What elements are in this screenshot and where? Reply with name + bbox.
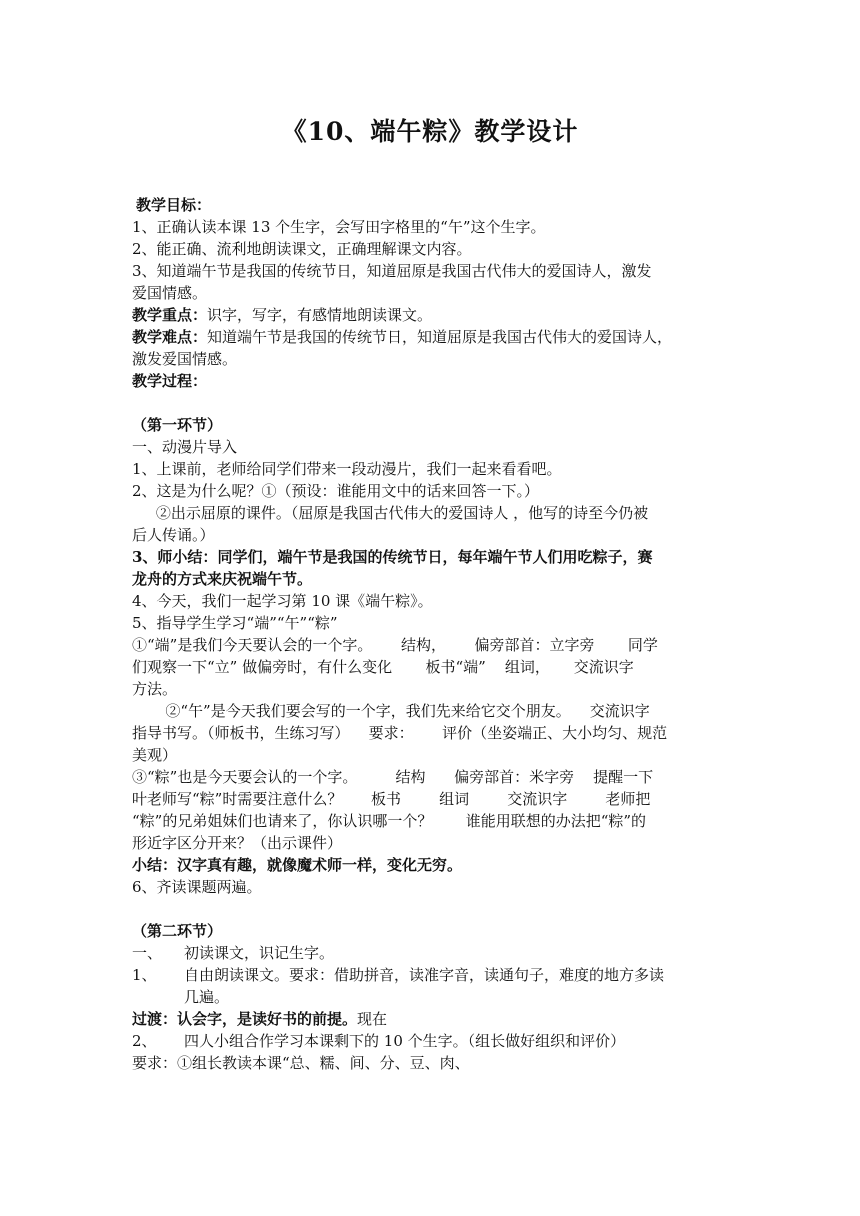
paragraph-line: 们观察一下“立” 做偏旁时，有什么变化 板书“端” 组词， 交流识字 [132, 658, 634, 676]
goal-item: 1、正确认读本课 13 个生字，会写田字格里的“午”这个生字。 [132, 218, 546, 236]
goals-heading: 教学目标： [136, 196, 212, 214]
list-text: 初读课文，识记生字。 [184, 944, 335, 962]
requirement-line: 要求：①组长教读本课“总、糯、间、分、豆、肉、 [132, 1054, 470, 1072]
list-number: 2、 [132, 1032, 157, 1050]
key-point-label: 教学重点： [132, 306, 208, 324]
key-point-text: 识字，写字，有感情地朗读课文。 [207, 306, 433, 324]
paragraph-line: 6、齐读课题两遍。 [132, 878, 262, 896]
paragraph-line: 1、上课前，老师给同学们带来一段动漫片，我们一起来看看吧。 [132, 460, 562, 478]
difficulty-label: 教学难点： [132, 328, 208, 346]
list-number: 1、 [132, 966, 157, 984]
paragraph-line: 美观） [132, 746, 178, 764]
difficulty [132, 326, 732, 348]
difficulty-cont: 激发爱国情感。 [132, 350, 238, 368]
teacher-summary-cont: 龙舟的方式来庆祝端午节。 [132, 570, 313, 588]
goal-item: 3、知道端午节是我国的传统节日，知道屈原是我国古代伟大的爱国诗人，激发 [132, 262, 652, 280]
goal-item: 爱国情感。 [132, 284, 208, 302]
paragraph-line: 指导书写。（师板书，生练习写） 要求： 评价（坐姿端正、大小均匀、规范 [132, 724, 668, 742]
goal-item: 2、能正确、流利地朗读课文，正确理解课文内容。 [132, 240, 472, 258]
list-text-cont: 几遍。 [184, 988, 230, 1006]
paragraph-line: 5、指导学生学习“端”“午”“粽” [132, 614, 338, 632]
list-text: 四人小组合作学习本课剩下的 10 个生字。（组长做好组织和评价） [184, 1032, 626, 1050]
transition-tail: 现在 [357, 1010, 388, 1028]
paragraph-line: 4、今天，我们一起学习第 10 课《端午粽》。 [132, 592, 433, 610]
paragraph-line: ②出示屈原的课件。（屈原是我国古代伟大的爱国诗人 ，他写的诗至今仍被 [132, 504, 649, 522]
summary-line: 小结：汉字真有趣，就像魔术师一样，变化无穷。 [132, 856, 463, 874]
transition-bold: 过渡：认会字，是读好书的前提。 [132, 1010, 358, 1028]
paragraph-line: 后人传诵。） [132, 526, 215, 544]
paragraph-line: “粽”的兄弟姐妹们也请来了，你认识哪一个？ 谁能用联想的办法把“粽”的 [132, 812, 647, 830]
paragraph-line: 形近字区分开来？（出示课件） [132, 834, 343, 852]
paragraph-line: 2、这是为什么呢？①（预设：谁能用文中的话来回答一下。） [132, 482, 540, 500]
list-item [132, 964, 732, 986]
paragraph-line: ②“午”是今天我们要会写的一个字，我们先来给它交个朋友。 交流识字 [132, 702, 650, 720]
list-number: 一、 [132, 944, 163, 962]
section-heading: （第二环节） [132, 922, 223, 940]
teacher-summary: 3、师小结：同学们，端午节是我国的传统节日，每年端午节人们用吃粽子，赛 [132, 548, 653, 566]
transition-line [132, 1008, 732, 1030]
paragraph-line: ③“粽”也是今天要会认的一个字。 结构 偏旁部首：米字旁 提醒一下 [132, 768, 654, 786]
process-heading: 教学过程： [132, 372, 208, 390]
difficulty-text: 知道端午节是我国的传统节日，知道屈原是我国古代伟大的爱国诗人， [207, 328, 673, 346]
paragraph-line: 方法。 [132, 680, 178, 698]
document-title: 《10、端午粽》教学设计 [281, 117, 579, 146]
paragraph-line: 一、动漫片导入 [132, 438, 238, 456]
paragraph-line: 叶老师写“粽”时需要注意什么？ 板书 组词 交流识字 老师把 [132, 790, 651, 808]
paragraph-line: ①“端”是我们今天要认会的一个字。 结构， 偏旁部首：立字旁 同学 [132, 636, 658, 654]
list-item [132, 1030, 732, 1052]
key-point [132, 304, 732, 326]
list-item [132, 942, 732, 964]
document-body [132, 194, 732, 1074]
section-heading: （第一环节） [132, 416, 223, 434]
list-text: 自由朗读课文。要求：借助拼音，读准字音，读通句子，难度的地方多读 [184, 966, 665, 984]
